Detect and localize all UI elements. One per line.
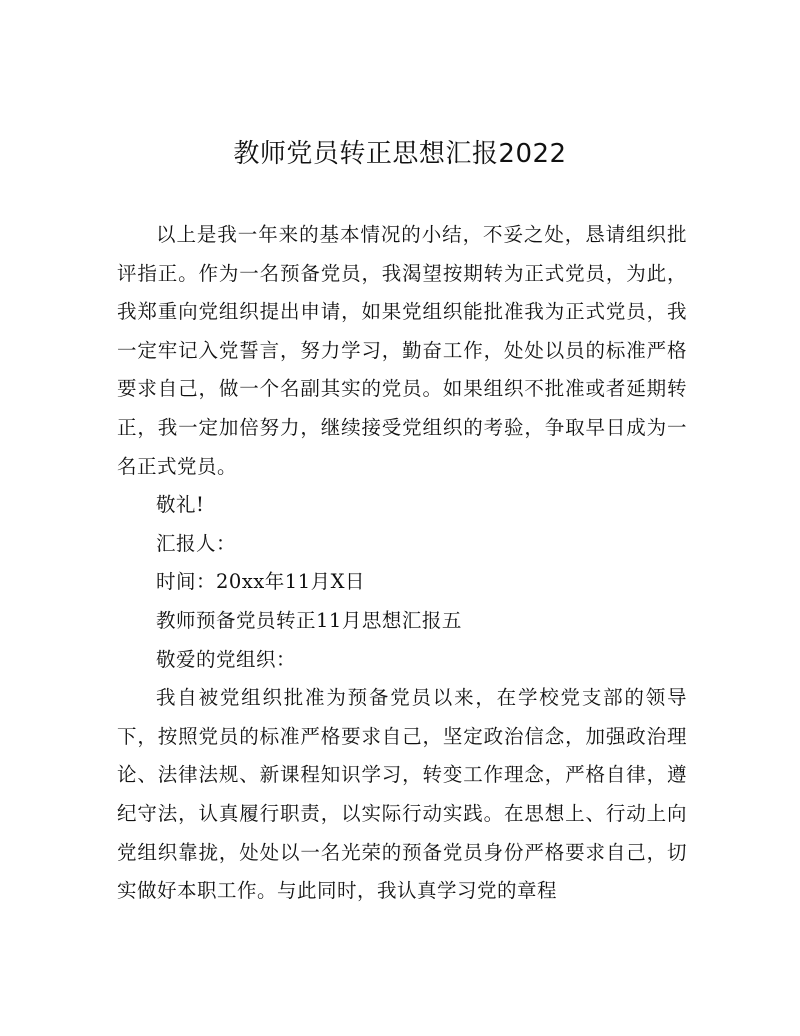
document-title: 教师党员转正思想汇报2022 (233, 139, 567, 169)
summary-paragraph: 以上是我一年来的基本情况的小结，不妥之处，恳请组织批评指正。作为一名预备党员，我渴望按期转为正式党员，为此，我郑重向党组织提出申请，如果党组织能批准我为正式党员，我一定牢记入党誓言，努力学习，勤奋工作，处处以员的标准严格要求自己，做一个名副其实的党员。如果组织不批准或者延期转正，我一定加倍努力，继续接受党组织的考验，争取早日成为一名正式党员。 (117, 223, 687, 478)
date-line: 时间：20xx年11月X日 (156, 570, 366, 594)
salutation-line: 敬礼! (156, 493, 205, 517)
document-body (117, 216, 687, 911)
report-paragraph: 我自被党组织批准为预备党员以来，在学校党支部的领导下，按照党员的标准严格要求自己，坚定政治信念，加强政治理论、法律法规、新课程知识学习，转变工作理念，严格自律，遵纪守法，认真履行职责，以实际行动实践。在思想上、行动上向党组织靠拢，处处以一名光荣的预备党员身份严格要求自己，切实做好本职工作。与此同时，我认真学习党的章程 (117, 686, 687, 903)
reporter-line: 汇报人： (156, 531, 237, 555)
section-heading: 教师预备党员转正11月思想汇报五 (156, 608, 462, 632)
greeting-line: 敬爱的党组织： (156, 647, 297, 671)
